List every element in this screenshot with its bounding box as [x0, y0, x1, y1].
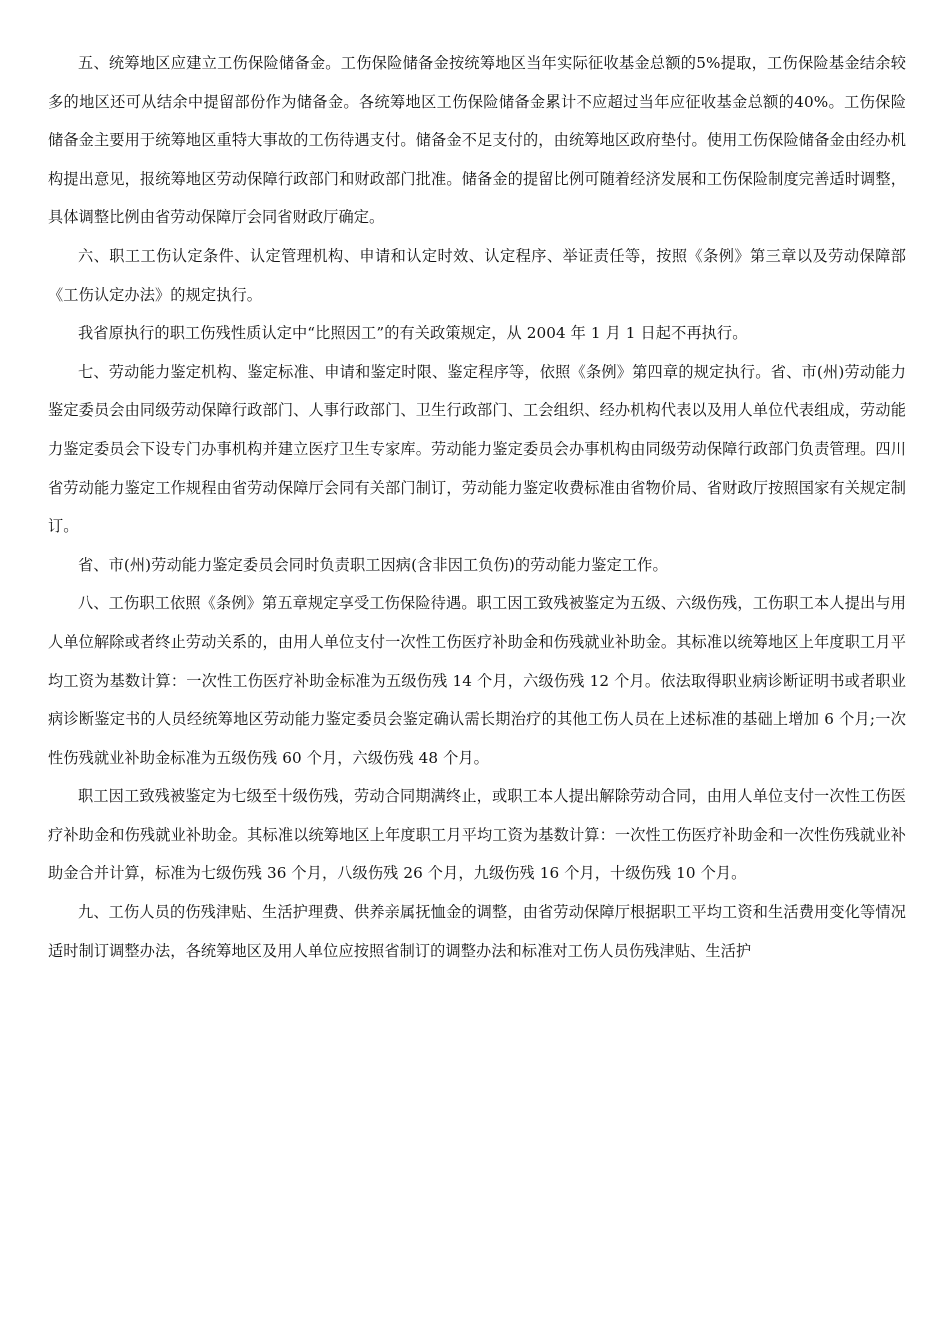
paragraph-labor-capacity-appraisal: 七、劳动能力鉴定机构、鉴定标准、申请和鉴定时限、鉴定程序等，依照《条例》第四章的规定执行。省、市(州)劳动能力鉴定委员会由同级劳动保障行政部门、人事行政部门、卫生行政部门、工会组织、经办机构代表以及用人单位代表组成，劳动能力鉴定委员会下设专门办事机构并建立医疗卫生专家库。劳动能力鉴定委员会办事机构由同级劳动保障行政部门负责管理。四川省劳动能力鉴定工作规程由省劳动保障厅会同有关部门制订，劳动能力鉴定收费标准由省物价局、省财政厅按照国家有关规定制订。 [48, 362, 906, 536]
paragraph-reserve-fund: 五、统筹地区应建立工伤保险储备金。工伤保险储备金按统筹地区当年实际征收基金总额的5%提取，工伤保险基金结余较多的地区还可从结余中提留部份作为储备金。各统筹地区工伤保险储备金累计不应超过当年应征收基金总额的40%。工伤保险储备金主要用于统筹地区重特大事故的工伤待遇支付。储备金不足支付的，由统筹地区政府垫付。使用工伤保险储备金由经办机构提出意见，报统筹地区劳动保障行政部门和财政部门批准。储备金的提留比例可随着经济发展和工伤保险制度完善适时调整，具体调整比例由省劳动保障厅会同省财政厅确定。 [48, 54, 906, 227]
document-body [48, 44, 906, 970]
paragraph-grade-seven-to-ten: 职工因工致残被鉴定为七级至十级伤残，劳动合同期满终止，或职工本人提出解除劳动合同，由用人单位支付一次性工伤医疗补助金和伤残就业补助金。其标准以统筹地区上年度职工月平均工资为基数计算：一次性工伤医疗补助金和一次性伤残就业补助金合并计算，标准为七级伤残 36 个月，八级伤残 26 个月，九级伤残 16 个月，十级伤残 10 个月。 [48, 787, 906, 883]
paragraph-policy-abolished: 我省原执行的职工伤残性质认定中“比照因工”的有关政策规定，从 2004 年 1 月 1 日起不再执行。 [78, 324, 748, 343]
paragraph-injury-recognition: 六、职工工伤认定条件、认定管理机构、申请和认定时效、认定程序、举证责任等，按照《条例》第三章以及劳动保障部《工伤认定办法》的规定执行。 [48, 246, 906, 304]
paragraph-allowance-adjustment: 九、工伤人员的伤残津贴、生活护理费、供养亲属抚恤金的调整，由省劳动保障厅根据职工平均工资和生活费用变化等情况适时制订调整办法，各统筹地区及用人单位应按照省制订的调整办法和标准对工伤人员伤残津贴、生活护 [48, 903, 906, 960]
paragraph-illness-appraisal: 省、市(州)劳动能力鉴定委员会同时负责职工因病(含非因工负伤)的劳动能力鉴定工作。 [78, 555, 668, 574]
paragraph-injury-benefits: 八、工伤职工依照《条例》第五章规定享受工伤保险待遇。职工因工致残被鉴定为五级、六级伤残，工伤职工本人提出与用人单位解除或者终止劳动关系的，由用人单位支付一次性工伤医疗补助金和伤残就业补助金。其标准以统筹地区上年度职工月平均工资为基数计算：一次性工伤医疗补助金标准为五级伤残 14 个月，六级伤残 12 个月。依法取得职业病诊断证明书或者职业病诊断鉴定书的人员经统筹地区劳动能力鉴定委员会鉴定确认需长期治疗的其他工伤人员在上述标准的基础上增加 6 个月;一次性伤残就业补助金标准为五级伤残 60 个月，六级伤残 48 个月。 [48, 594, 907, 767]
